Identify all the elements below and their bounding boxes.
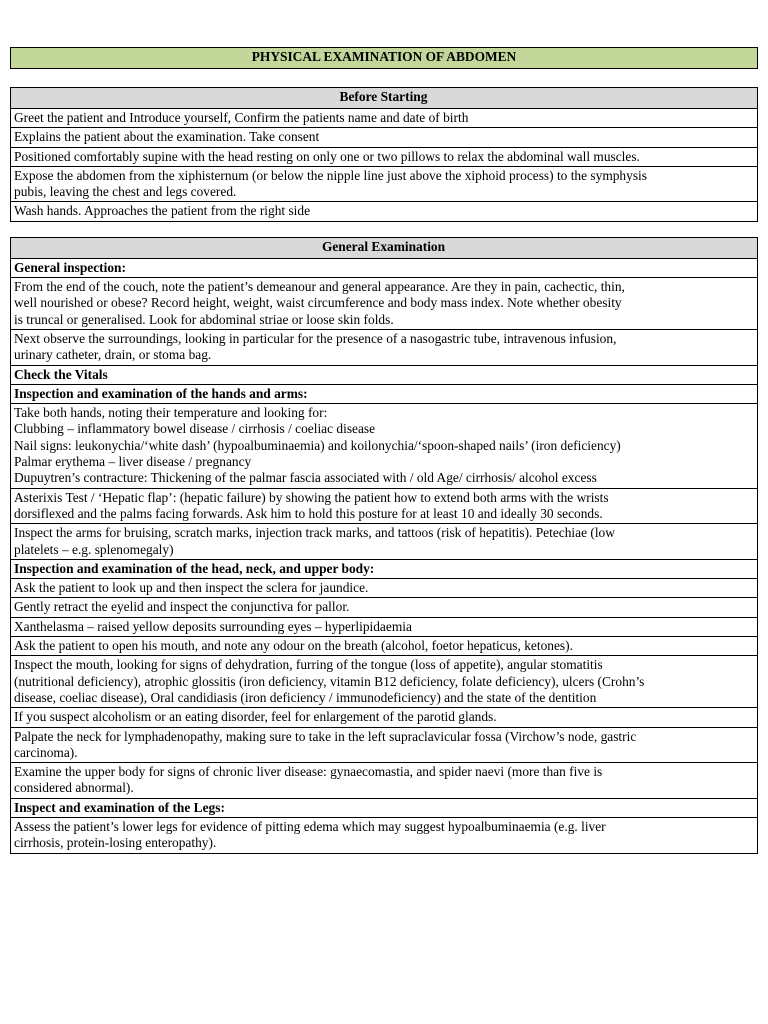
checklist-text: Expose the abdomen from the xiphisternum (or below the nipple line just above the xiphoid process) to the symphysis pubis, leaving the chest and legs covered.: [11, 166, 758, 202]
checklist-text: Gently retract the eyelid and inspect the conjunctiva for pallor.: [11, 598, 758, 617]
checklist-row: [11, 763, 758, 799]
subheading-row: [11, 384, 758, 403]
subheading-row: [11, 798, 758, 817]
checklist-text: From the end of the couch, note the patient’s demeanour and general appearance. Are they in pain, cachectic, thin, well nourished or obese? Record height, weight, waist circumference and body mass index. Note whether obesity is truncal or generalised. Look for abdominal striae or loose skin folds.: [11, 278, 758, 330]
subheading-row: [11, 258, 758, 277]
checklist-row: [11, 278, 758, 330]
section-heading: Before Starting: [11, 88, 758, 109]
checklist-text: Palpate the neck for lymphadenopathy, making sure to take in the left supraclavicular fossa (Virchow’s node, gastric carcinoma).: [11, 727, 758, 763]
checklist-text: Assess the patient’s lower legs for evidence of pitting edema which may suggest hypoalbuminaemia (e.g. liver cirrhosis, protein-losing enteropathy).: [11, 817, 758, 853]
subheading-text: Inspect and examination of the Legs:: [11, 798, 758, 817]
checklist-row: [11, 128, 758, 147]
checklist-row: [11, 579, 758, 598]
checklist-row: [11, 708, 758, 727]
checklist-text: Ask the patient to open his mouth, and note any odour on the breath (alcohol, foetor hepaticus, ketones).: [11, 637, 758, 656]
spacer: [10, 222, 758, 237]
subheading-row: [11, 365, 758, 384]
checklist-text: Asterixis Test / ‘Hepatic flap’: (hepatic failure) by showing the patient how to extend both arms with the wrists dorsiflexed and the palms facing forwards. Ask him to hold this posture for at least 10 and ideally 30 seconds.: [11, 488, 758, 524]
checklist-row: [11, 202, 758, 221]
checklist-text: If you suspect alcoholism or an eating disorder, feel for enlargement of the parotid glands.: [11, 708, 758, 727]
checklist-row: [11, 109, 758, 128]
checklist-text: Take both hands, noting their temperature and looking for: Clubbing – inflammatory bowel disease / cirrhosis / coeliac disease Nail signs: leukonychia/‘white dash’ (hypoalbuminaemia) and koilonychia/‘spoon-shaped nails’ (iron deficiency) Palmar erythema – liver disease / pregnancy Dupuytren’s contracture: Thickening of the palmar fascia associated with / old Age/ cirrhosis/ alcohol excess: [11, 404, 758, 488]
checklist-row: [11, 524, 758, 560]
checklist-text: Greet the patient and Introduce yourself, Confirm the patients name and date of birth: [11, 109, 758, 128]
subheading-text: Check the Vitals: [11, 365, 758, 384]
checklist-text: Xanthelasma – raised yellow deposits surrounding eyes – hyperlipidaemia: [11, 617, 758, 636]
section-body: [11, 88, 758, 222]
checklist-row: [11, 147, 758, 166]
checklist-text: Inspect the arms for bruising, scratch marks, injection track marks, and tattoos (risk of hepatitis). Petechiae (low platelets – e.g. splenomegaly): [11, 524, 758, 560]
checklist-row: [11, 637, 758, 656]
checklist-row: [11, 727, 758, 763]
checklist-row: [11, 404, 758, 488]
title-table: [10, 47, 758, 69]
checklist-row: [11, 617, 758, 636]
page-title: PHYSICAL EXAMINATION OF ABDOMEN: [11, 48, 758, 69]
checklist-row: [11, 488, 758, 524]
section-heading: General Examination: [11, 237, 758, 258]
checklist-text: Wash hands. Approaches the patient from the right side: [11, 202, 758, 221]
checklist-row: [11, 817, 758, 853]
subheading-text: General inspection:: [11, 258, 758, 277]
section-body: [11, 237, 758, 853]
checklist-row: [11, 656, 758, 708]
subheading-text: Inspection and examination of the head, neck, and upper body:: [11, 559, 758, 578]
checklist-text: Positioned comfortably supine with the head resting on only one or two pillows to relax the abdominal wall muscles.: [11, 147, 758, 166]
subheading-row: [11, 559, 758, 578]
section-general-examination: [10, 237, 758, 854]
checklist-text: Examine the upper body for signs of chronic liver disease: gynaecomastia, and spider naevi (more than five is considered abnormal).: [11, 763, 758, 799]
checklist-row: [11, 598, 758, 617]
checklist-row: [11, 329, 758, 365]
subheading-text: Inspection and examination of the hands and arms:: [11, 384, 758, 403]
section-heading-row: [11, 88, 758, 109]
checklist-text: Ask the patient to look up and then inspect the sclera for jaundice.: [11, 579, 758, 598]
checklist-text: Inspect the mouth, looking for signs of dehydration, furring of the tongue (loss of appetite), angular stomatitis (nutritional deficiency), atrophic glossitis (iron deficiency, vitamin B12 deficiency, folate deficiency), ulcers (Crohn’s disease, coeliac disease), Oral candidiasis (iron deficiency / immunodeficiency) and the state of the dentition: [11, 656, 758, 708]
section-before-starting: [10, 87, 758, 222]
title-row: [11, 48, 758, 69]
checklist-text: Next observe the surroundings, looking in particular for the presence of a nasogastric tube, intravenous infusion, urinary catheter, drain, or stoma bag.: [11, 329, 758, 365]
spacer: [10, 69, 758, 87]
section-heading-row: [11, 237, 758, 258]
checklist-text: Explains the patient about the examination. Take consent: [11, 128, 758, 147]
checklist-row: [11, 166, 758, 202]
document-page: [10, 47, 758, 854]
